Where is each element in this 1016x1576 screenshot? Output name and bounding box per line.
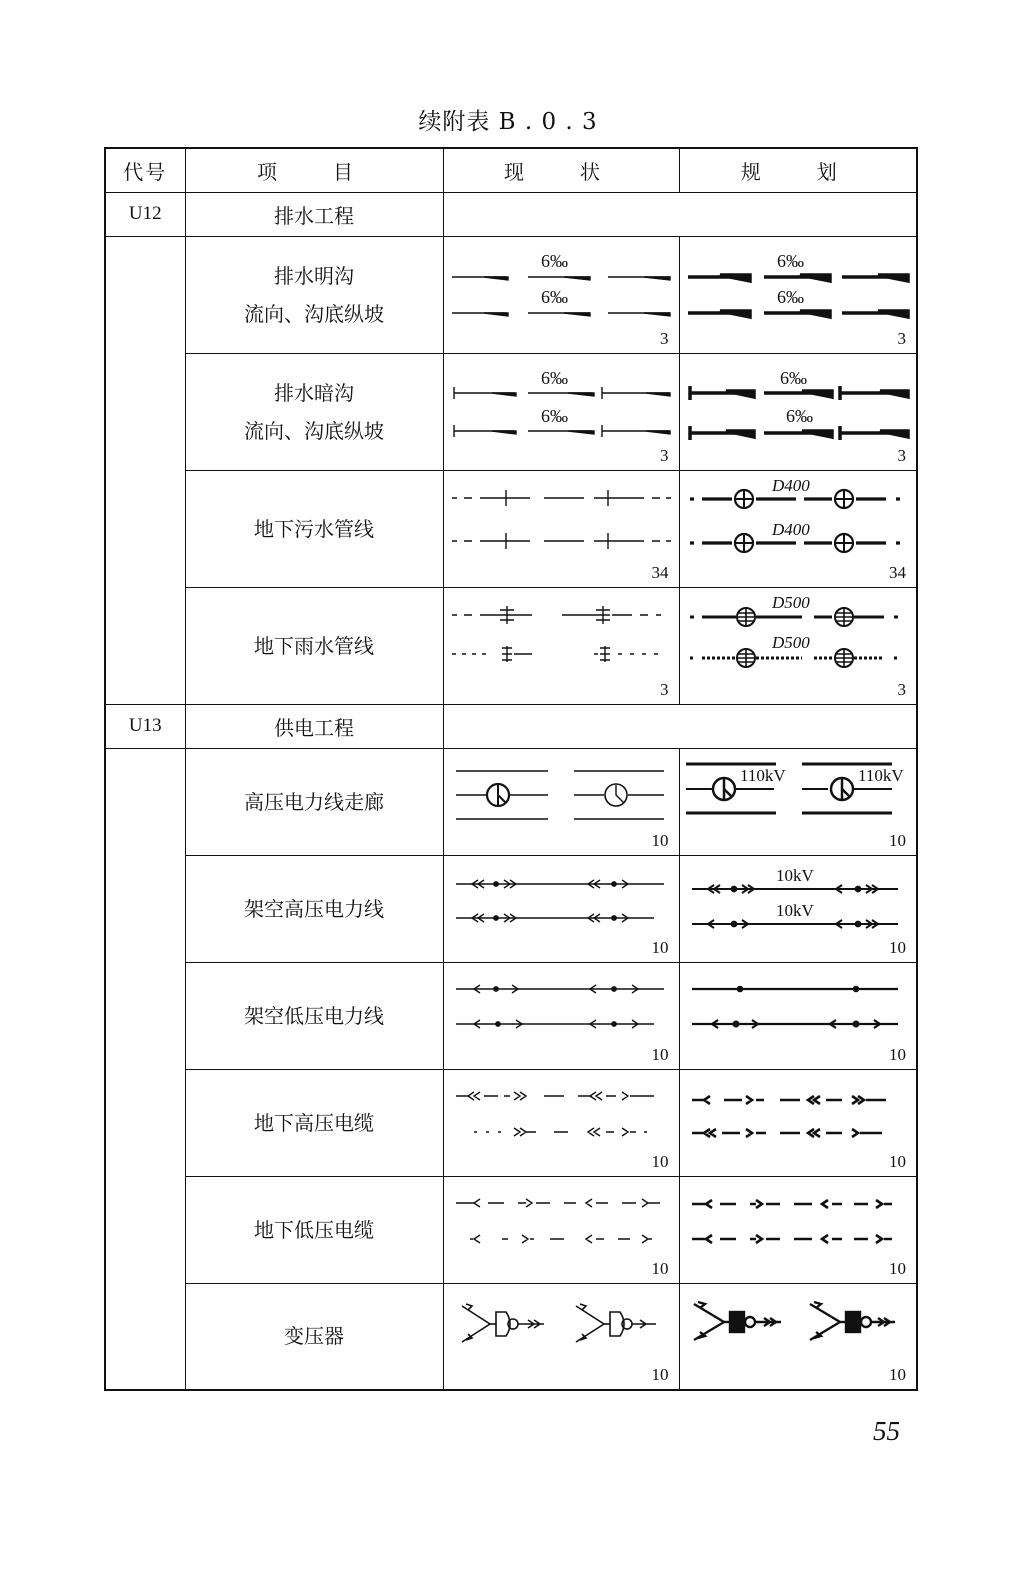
table-row — [105, 353, 917, 470]
planned-symbol — [679, 855, 917, 962]
item-name-line: 排水暗沟 — [274, 380, 354, 405]
scale-number: 10 — [651, 830, 669, 850]
overhead-lv-current-symbol — [444, 963, 678, 1068]
code-blank — [105, 748, 185, 1390]
slope-label: 6‰ — [776, 287, 804, 307]
item-name — [185, 1176, 443, 1283]
diameter-label: D400 — [771, 476, 810, 495]
header-item: 项 目 — [185, 148, 443, 192]
underground-lv-current-symbol — [444, 1177, 678, 1282]
item-name-line: 架空高压电力线 — [244, 896, 384, 921]
diameter-label: D500 — [771, 593, 810, 612]
section-row-u13 — [105, 704, 917, 748]
item-name — [185, 748, 443, 855]
section-blank — [443, 704, 917, 748]
slope-label: 6‰ — [785, 406, 813, 426]
slope-label: 6‰ — [540, 406, 568, 426]
covered-ditch-current-symbol — [444, 354, 678, 469]
item-name-line: 架空低压电力线 — [244, 1003, 384, 1028]
item-name-line: 地下高压电缆 — [254, 1110, 374, 1135]
scale-number: 10 — [889, 830, 906, 850]
hv-corridor-planned-symbol — [680, 749, 916, 854]
slope-label: 6‰ — [540, 251, 568, 271]
sewage-pipe-current-symbol — [444, 471, 678, 586]
table-row — [105, 855, 917, 962]
current-symbol — [443, 1283, 679, 1390]
section-blank — [443, 192, 917, 236]
voltage-label: 110kV — [857, 766, 904, 785]
planned-symbol — [679, 748, 917, 855]
item-name-line: 地下雨水管线 — [254, 633, 374, 658]
slope-label: 6‰ — [776, 251, 804, 271]
scale-number: 34 — [651, 562, 669, 582]
planned-symbol — [679, 962, 917, 1069]
header-code: 代号 — [105, 148, 185, 192]
header-planned: 规 划 — [679, 148, 917, 192]
underground-hv-planned-symbol — [680, 1070, 916, 1175]
item-name — [185, 962, 443, 1069]
item-name-line: 排水明沟 — [274, 263, 354, 288]
diameter-label: D500 — [771, 633, 810, 652]
item-name — [185, 1283, 443, 1390]
current-symbol — [443, 587, 679, 704]
rain-pipe-current-symbol — [444, 588, 678, 703]
underground-lv-planned-symbol — [680, 1177, 916, 1282]
table-row — [105, 1176, 917, 1283]
scale-number: 3 — [660, 445, 669, 465]
overhead-hv-planned-symbol — [680, 856, 916, 961]
table-row — [105, 236, 917, 353]
overhead-lv-planned-symbol — [680, 963, 916, 1068]
slope-label: 6‰ — [779, 368, 807, 388]
item-name — [185, 587, 443, 704]
section-row-u12 — [105, 192, 917, 236]
page-number: 55 — [873, 1416, 900, 1446]
scale-number: 10 — [889, 1365, 906, 1384]
table-row — [105, 748, 917, 855]
planned-symbol — [679, 1069, 917, 1176]
scale-number: 10 — [889, 1044, 906, 1064]
item-name-line: 流向、沟底纵坡 — [244, 301, 384, 326]
open-ditch-planned-symbol — [680, 237, 916, 352]
planned-symbol — [679, 353, 917, 470]
section-name: 排水工程 — [185, 192, 443, 236]
planned-symbol — [679, 236, 917, 353]
scale-number: 10 — [889, 1258, 906, 1278]
table-row — [105, 470, 917, 587]
transformer-planned-symbol — [680, 1284, 916, 1389]
covered-ditch-planned-symbol — [680, 354, 916, 469]
scale-number: 3 — [897, 679, 906, 699]
current-symbol — [443, 236, 679, 353]
current-symbol — [443, 748, 679, 855]
scale-number: 3 — [660, 679, 669, 699]
voltage-label: 10kV — [775, 866, 814, 885]
hv-corridor-current-symbol — [444, 749, 678, 854]
current-symbol — [443, 470, 679, 587]
planned-symbol — [679, 1283, 917, 1390]
header-current: 现 状 — [443, 148, 679, 192]
table-row — [105, 1069, 917, 1176]
section-name: 供电工程 — [185, 704, 443, 748]
scale-number: 10 — [889, 1151, 906, 1171]
current-symbol — [443, 855, 679, 962]
planned-symbol — [679, 1176, 917, 1283]
scale-number: 3 — [897, 328, 906, 348]
item-name — [185, 236, 443, 353]
item-name-line: 高压电力线走廊 — [244, 789, 384, 814]
item-name-line: 地下低压电缆 — [254, 1217, 374, 1242]
current-symbol — [443, 1069, 679, 1176]
scale-number: 10 — [651, 1365, 669, 1384]
planned-symbol — [679, 470, 917, 587]
scale-number: 10 — [651, 937, 669, 957]
scale-number: 10 — [651, 1044, 669, 1064]
slope-label: 6‰ — [540, 287, 568, 307]
table-row — [105, 587, 917, 704]
scale-number: 10 — [651, 1151, 669, 1171]
voltage-label: 10kV — [775, 901, 814, 920]
planned-symbol — [679, 587, 917, 704]
current-symbol — [443, 353, 679, 470]
current-symbol — [443, 962, 679, 1069]
scale-number: 3 — [897, 445, 906, 465]
table-row — [105, 962, 917, 1069]
page-title: 续附表 B . 0 . 3 — [418, 109, 598, 135]
open-ditch-current-symbol — [444, 237, 678, 352]
header-row — [105, 148, 917, 192]
transformer-current-symbol — [444, 1284, 678, 1389]
item-name — [185, 855, 443, 962]
voltage-label: 110kV — [739, 766, 786, 785]
overhead-hv-current-symbol — [444, 856, 678, 961]
section-code: U12 — [105, 192, 185, 236]
underground-hv-current-symbol — [444, 1070, 678, 1175]
item-name-line: 地下污水管线 — [254, 516, 374, 541]
item-name-line: 流向、沟底纵坡 — [244, 418, 384, 443]
item-name — [185, 353, 443, 470]
item-name-line: 变压器 — [284, 1324, 344, 1349]
scale-number: 10 — [651, 1258, 669, 1278]
scale-number: 34 — [889, 562, 906, 582]
sewage-pipe-planned-symbol — [680, 471, 916, 586]
current-symbol — [443, 1176, 679, 1283]
scale-number: 3 — [660, 328, 669, 348]
rain-pipe-planned-symbol — [680, 588, 916, 703]
scale-number: 10 — [889, 937, 906, 957]
diameter-label: D400 — [771, 520, 810, 539]
symbol-table — [104, 147, 918, 1391]
item-name — [185, 470, 443, 587]
slope-label: 6‰ — [540, 368, 568, 388]
item-name — [185, 1069, 443, 1176]
code-blank — [105, 236, 185, 704]
table-row — [105, 1283, 917, 1390]
section-code: U13 — [105, 704, 185, 748]
